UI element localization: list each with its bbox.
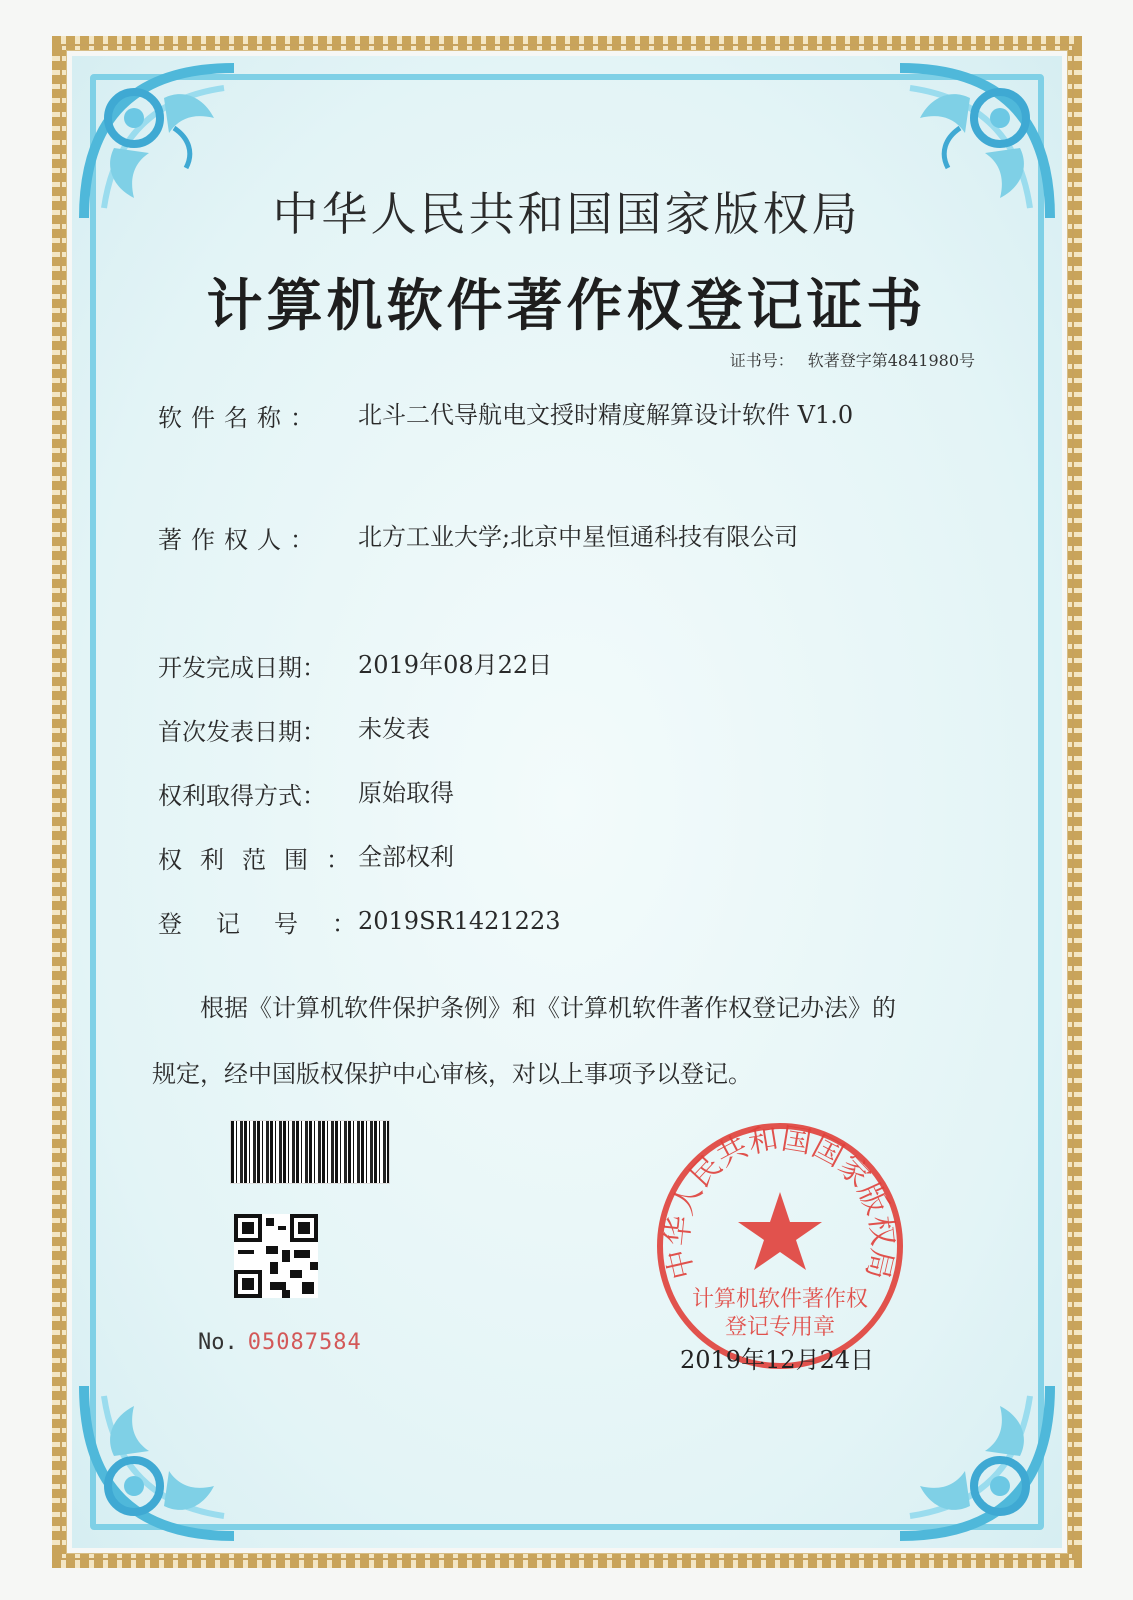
field-value: 全部权利 [358,843,454,871]
qr-code-icon [234,1214,318,1298]
field-label: 开发完成日期： [158,654,326,682]
field-value: 北斗二代导航电文授时精度解算设计软件 V1.0 [358,401,854,429]
serial-number [198,1330,362,1355]
field-label: 首次发表日期： [158,718,326,746]
corner-ornament-icon [890,1376,1060,1546]
issuing-authority: 中华人民共和国国家版权局 [272,187,861,241]
certificate-title: 计算机软件著作权登记证书 [206,273,927,339]
certificate-number [730,348,975,371]
official-seal-stamp [652,1118,908,1374]
field-value: 2019SR1421223 [358,907,561,935]
barcode-icon [230,1120,390,1184]
field-label: 登记号： [158,910,390,938]
serial-value: 05087584 [247,1330,362,1355]
field-label: 软件名称： [158,404,323,432]
statement-line-1: 根据《计算机软件保护条例》和《计算机软件著作权登记办法》的 [200,994,896,1022]
serial-prefix: No. [198,1330,238,1355]
certificate-number-value: 软著登字第4841980号 [807,351,975,370]
svg-text:中华人民共和国国家版权局: 中华人民共和国国家版权局 [660,1121,900,1283]
statement-line-2: 规定，经中国版权保护中心审核，对以上事项予以登记。 [152,1060,752,1088]
field-label: 权利范围： [158,846,368,874]
certificate-number-label: 证书号： [729,351,794,370]
field-value: 2019年08月22日 [358,651,553,679]
issue-date: 2019年12月24日 [680,1346,875,1374]
field-value: 北方工业大学;北京中星恒通科技有限公司 [358,523,799,551]
corner-ornament-icon [74,1376,244,1546]
field-label: 权利取得方式： [158,782,326,810]
svg-text:计算机软件著作权: 计算机软件著作权 [691,1287,869,1312]
field-label: 著作权人： [158,526,323,554]
field-value: 未发表 [358,715,430,743]
svg-text:登记专用章: 登记专用章 [724,1315,836,1340]
field-value: 原始取得 [358,779,454,807]
